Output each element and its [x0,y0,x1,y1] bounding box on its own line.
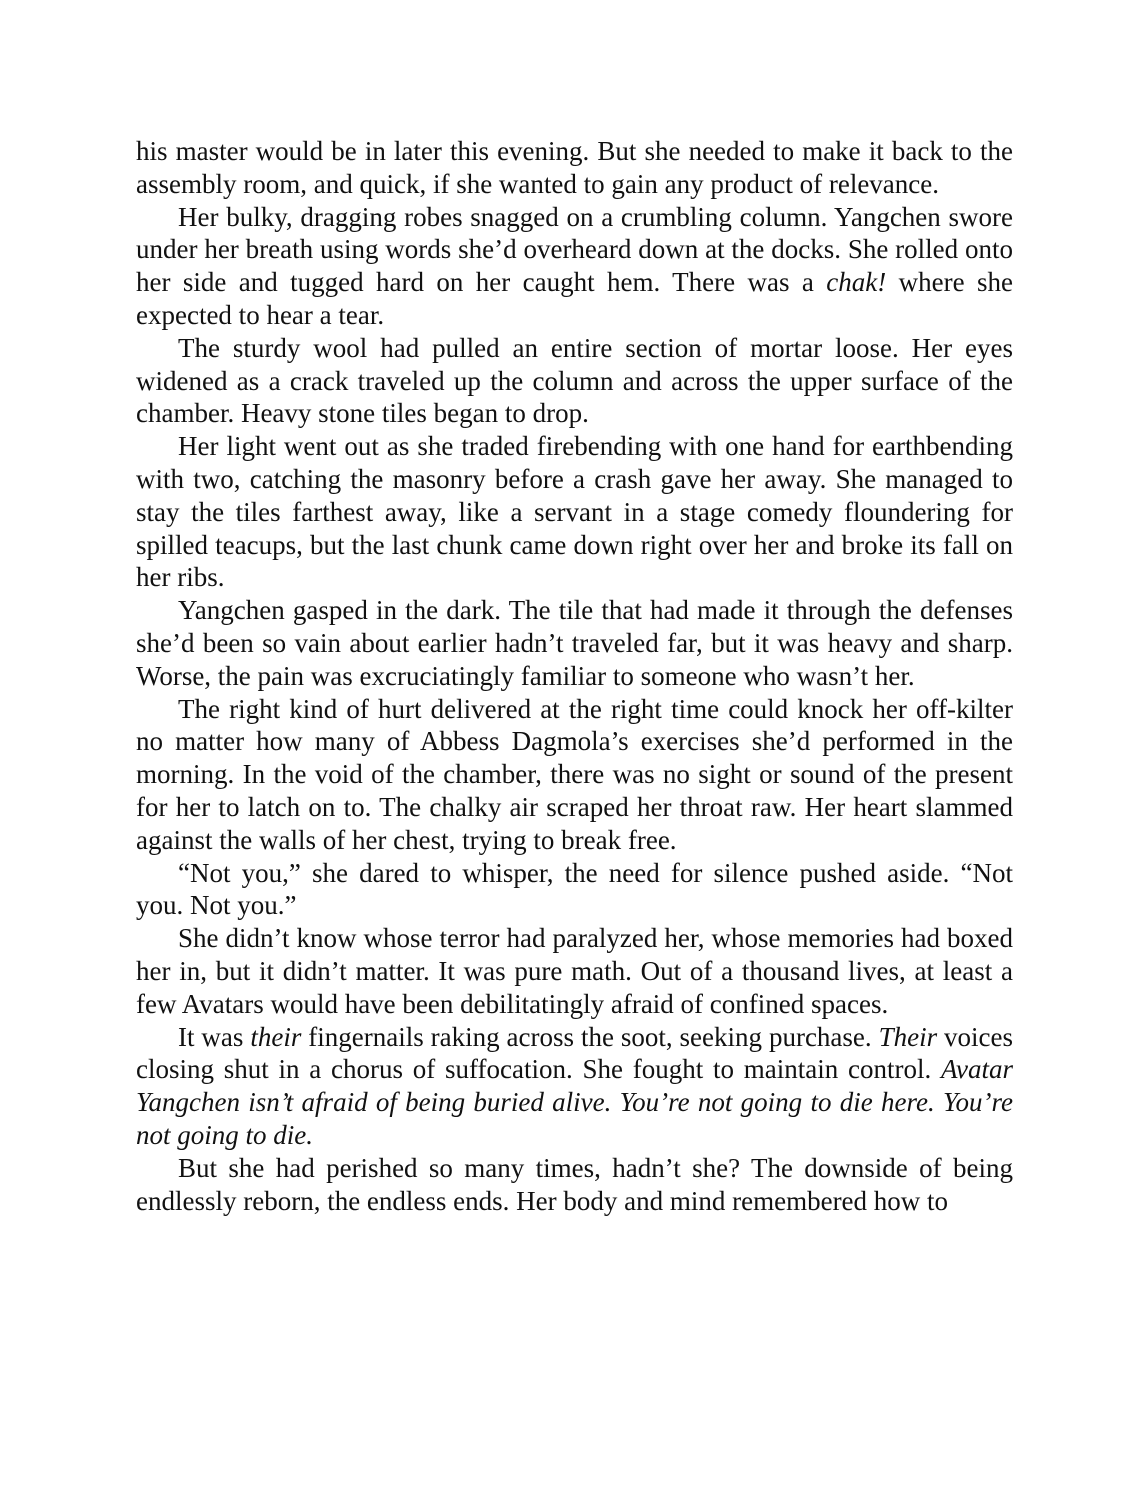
paragraph [136,1152,1013,1218]
book-page-text [136,135,1013,1217]
italic-text: their [250,1021,302,1052]
paragraph [136,201,1013,332]
paragraph [136,922,1013,1020]
paragraph-text: “Not you,” she dared to whisper, the need for silence pushed aside. “Not you. Not you.” [136,857,1013,921]
paragraph [136,693,1013,857]
paragraph-text: where she expected to hear a tear. [136,267,1014,330]
paragraph-text: She didn’t know whose terror had paralyzed her, whose memories had boxed her in, but it didn’t matter. It was pure math. Out of a thousand lives, at least a few Avatars would have been debilitatingly afraid of confined spaces. [136,923,1013,1019]
paragraph-text: fingernails raking across the soot, seeking purchase. [301,1021,879,1052]
paragraph [136,594,1013,692]
paragraph-text: It was [178,1021,251,1052]
paragraph-text: voices closing shut in a chorus of suffocation. She fought to maintain control. [136,1021,1013,1085]
paragraph [136,332,1013,430]
paragraph [136,1021,1013,1152]
paragraph-text: But she had perished so many times, hadn’t she? The downside of being endlessly reborn, the endless ends. Her body and mind remembered how to [136,1152,1013,1216]
paragraph [136,857,1013,923]
paragraph-text: The right kind of hurt delivered at the right time could knock her off-kilter no matter how many of Abbess Dagmola’s exercises she’d performed in the morning. In the void of the chamber, there was no sight or sound of the present for her to latch on to. The chalky air scraped her throat raw. Her heart slammed against the walls of her chest, trying to break free. [136,693,1013,855]
italic-text: Avatar Yangchen isn’t afraid of being buried alive. You’re not going to die here. You’re not going to die. [136,1054,1013,1150]
italic-text: chak! [826,267,887,298]
paragraph-text: his master would be in later this evening. But she needed to make it back to the assembly room, and quick, if she wanted to gain any product of relevance. [136,136,1013,199]
italic-text: Their [878,1021,938,1052]
paragraph-text: Her light went out as she traded firebending with one hand for earthbending with two, catching the masonry before a crash gave her away. She managed to stay the tiles farthest away, like a servant in a stage comedy floundering for spilled teacups, but the last chunk came down right over her and broke its fall on her ribs. [136,431,1013,593]
paragraph-text: Her bulky, dragging robes snagged on a crumbling column. Yangchen swore under her breath using words she’d overheard down at the docks. She rolled onto her side and tugged hard on her caught hem. There was a [136,201,1013,298]
paragraph [136,135,1013,201]
paragraph [136,430,1013,594]
paragraph-text: Yangchen gasped in the dark. The tile that had made it through the defenses she’d been so vain about earlier hadn’t traveled far, but it was heavy and sharp. Worse, the pain was excruciatingly familiar to someone who wasn’t her. [136,595,1013,691]
paragraph-text: The sturdy wool had pulled an entire section of mortar loose. Her eyes widened as a crack traveled up the column and across the upper surface of the chamber. Heavy stone tiles began to drop. [136,332,1013,429]
